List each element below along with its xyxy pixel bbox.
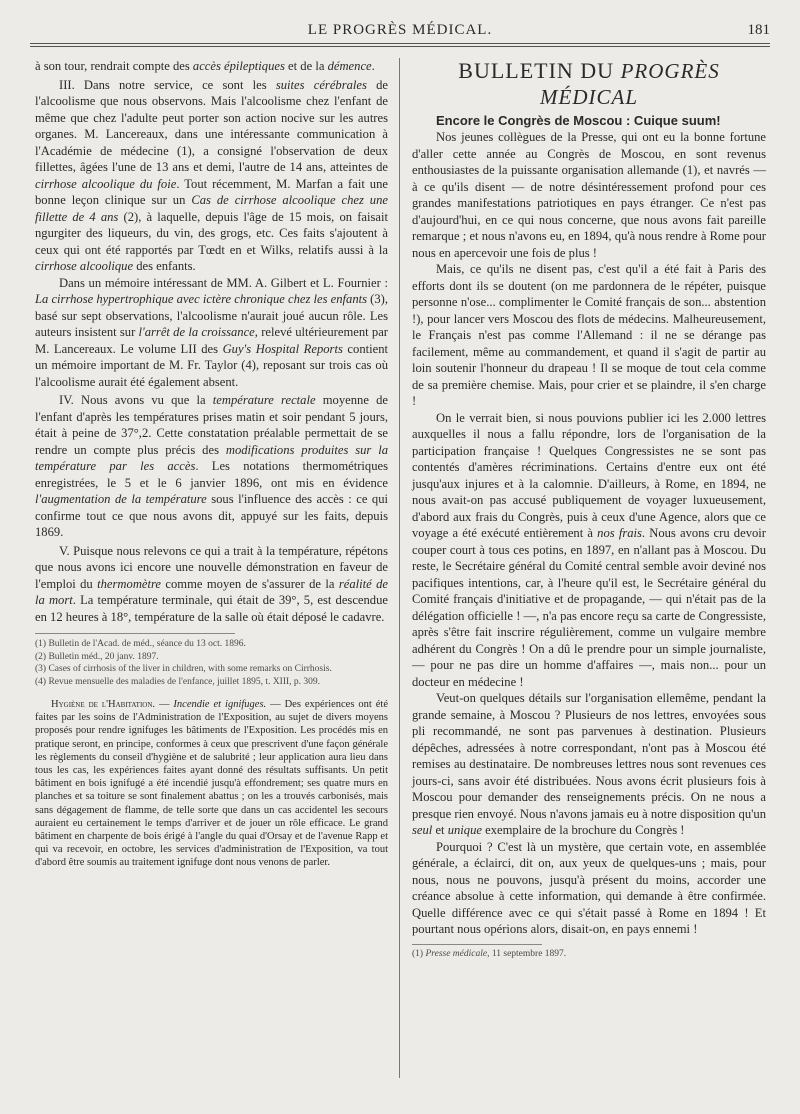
- header-rule: [30, 43, 770, 44]
- footnotes: [35, 638, 388, 688]
- hygiene-heading: Hygiène de l'Habitation.: [51, 699, 156, 710]
- paragraph-section-5: V. Puisque nous relevons ce qui a trait à la température, répétons que nous avons ici encore une nouvelle démonstration en faveur de l'emploi du thermomètre comme moyen de s'assurer de la réalité de la mort. La température terminale, qui était de 39°, 5, est descendue en 12 heures à 18°, température de la salle où était déposé le cadavre.: [35, 543, 388, 624]
- hygiene-article: [35, 698, 388, 870]
- paragraph-gilbert-fournier: Dans un mémoire intéressant de MM. A. Gilbert et L. Fournier : La cirrhose hypertrophique avec ictère chronique chez les enfants (3), basé sur sept observations, l'alcoolisme n'aurait joué aucun rôle. Les auteurs insistent sur l'arrêt de la croissance, relevé ultérieurement par M. Lancereaux. Le volume LII des Guy's Hospital Reports contient un mémoire important de M. Fr. Taylor (4), reposant sur trois cas où l'alcoolisme aurait été également absent.: [35, 275, 389, 389]
- hygiene-subject: Incendie et ignifuges.: [173, 699, 267, 710]
- journal-title: LE PROGRÈS MÉDICAL.: [307, 22, 493, 38]
- bulletin-paragraph: Mais, ce qu'ils ne disent pas, c'est qu'il a été fait à Paris des efforts dont ils se doutent (on me pardonnera de le répéter, puisque personne n'ose... complimenter le Comité français de son... abstention !), pour lancer vers Moscou des flots de médecins. Malheureusement, le Français n'est pas comme l'Allemand : il ne se dérange pas facilement, même au commandement, et quand il s'agit de partir au loin soutenir l'honneur du drapeau ! Il se moque de tout cela comme de sa première chemise. Mais, pour crier et se plaindre, il s'en charge !: [412, 262, 766, 408]
- footnote-item: (2) Bulletin méd., 20 janv. 1897.: [35, 651, 159, 662]
- paragraph-section-4: IV. Nous avons vu que la température rectale moyenne de l'enfant d'après les températures prises matin et soir pendant 5 jours, était à peine de 37°,2. Cette constatation préalable permettait de se rendre un compte plus précis des modifications produites sur la température par les accès. Les notations thermométriques enregistrées, le 5 et le 6 janvier 1896, ont mis en évidence l'augmentation de la température sous l'influence des accès : ce qui confirme tout ce que nous avons dit, appuyé sur les faits, depuis 1869.: [35, 393, 388, 539]
- footnote-item: (1) Bulletin de l'Acad. de méd., séance du 13 oct. 1896.: [35, 639, 246, 649]
- page-number: 181: [747, 22, 770, 38]
- right-column: [412, 58, 766, 960]
- bulletin-heading: BULLETIN DU PROGRÈS MÉDICAL: [458, 58, 720, 109]
- bulletin-paragraph: Nos jeunes collègues de la Presse, qui ont eu la bonne fortune d'aller cette année au Congrès de Moscou, en sont revenus enthousiastes de la puissante organisation allemande (1), et navrés — à ce qu'ils disent — de notre désintéressement profond pour ces grandes manifestations patriotiques en pays étranger. Ce n'est pas d'aujourd'hui, en ce qui nous concerne, que nous avons fait pareille remarque ; et nous n'avons eu, en 1894, qu'à nous rendre à Rome pour nous en apercevoir une fois de plus !: [412, 130, 766, 260]
- page-header: [30, 22, 770, 42]
- hygiene-paragraph: Hygiène de l'Habitation. — Incendie et ignifuges. — Des expériences ont été faites par les soins de l'Administration de l'Exposition, au sujet de divers moyens proposés pour rendre ignifuges les bâtiments de l'Exposition. Les procédés mis en pratique seront, en principe, conformes à ceux que prescrivent d'une façon générale les règlements du conseil d'hygiène et de salubrité ; leur application aura lieu dans tous les cas, les expériences faites ayant donné des résultats suffisants. Un petit bâtiment en bois ignifugé a été incendié jusqu'à effondrement; ses quatre murs en planches et sa toiture se sont finalement abattus ; on les a trouvés carbonisés, mais sans dégagement de flamme, de telle sorte que dans un cas accidentel les secours auraient eu certainement le temps d'arriver et de jouer un rôle efficace. Le grand bâtiment en charpente de bois érigé à l'angle du quai d'Orsay et de l'avenue Rapp et qui va recevoir, en octobre, les services d'administration de l'Exposition, va tout d'abord être soumis au traitement ignifuge dont nous venons de parler.: [35, 699, 388, 869]
- bulletin-footnote: (1) Presse médicale, 11 septembre 1897.: [412, 948, 567, 959]
- bulletin-paragraph: Pourquoi ? C'est là un mystère, que certain vote, en assemblée générale, a éclairci, dit on, aux yeux de quelques-uns ; mais, pour nous, nous ne pouvons, jusqu'à présent du moins, accorder une créance absolue à cette information, qui demande à être confirmée. Quelle différence avec ce qui s'était passé à Rome en 1894 ! Et pourtant nous opérions alors, disait-on, en pays ennemi !: [412, 839, 766, 936]
- bulletin-paragraph: Veut-on quelques détails sur l'organisation ellemême, pendant la grande semaine, à Moscou ? Plusieurs de nos lettres, envoyées sous pli recommandé, ne sont pas parvenues à destination. Plusieurs dépêches, adressées à notre correspondant, n'ont pas à Moscou été remises au destinataire. De nombreuses lettres nous sont revenues ces jours-ci, sans avoir été distribuées. Nous avons écrit plusieurs fois à Moscou pour demander des renseignements précis. On ne nous a presque rien envoyé. Nous n'avons jamais eu à notre disposition qu'un seul et unique exemplaire de la brochure du Congrès !: [412, 691, 766, 837]
- bulletin-paragraph: On le verrait bien, si nous pouvions publier ici les 2.000 lettres auxquelles il nous a fallu répondre, lors de l'organisation de la participation française ! Quelques Congressistes ne se sont pas contentés d'amères récriminations. Certains d'entre eux ont été jusqu'aux injures et à la calomnie. D'ailleurs, à Rome, en 1894, ne nous avait-on pas accusé publiquement de voyager luxueusement, d'abord aux frais du Congrès, puis à ceux d'une Agence, alors que ce voyage a été exécuté entièrement à nos frais. Nous avons cru devoir couper court à tous ces potins, en 1897, en n'allant pas à Moscou. Du reste, le Secrétaire général du Comité central semble avoir deviné nos pacifiques intentions, car, à l'heure qu'il est, le Secrétaire général du Comité français d'initiative et de propagande, — qui n'était pas de la délégation officielle ! —, n'a pas encore reçu sa carte de Congressiste, après s'être fait inscrire régulièrement, comme un vulgaire membre adhérent du Congrès ! On a dû le prendre pour un simple journaliste, — pour ne pas dire un homme d'affaires —, mais non... pour un docteur en médecine !: [412, 410, 766, 689]
- header-rule-double: [30, 46, 770, 47]
- paragraph-continuation: à son tour, rendrait compte des accès épileptiques et de la démence.: [35, 59, 375, 73]
- paragraph-section-3: III. Dans notre service, ce sont les suites cérébrales de l'alcoolisme que nous observons. Mais l'alcoolisme chez l'enfant de même que chez l'adulte peut porter son action nocive sur les autres organes. M. Lancereaux, dans une intéressante communication à l'Académie de médecine (1), a consigné l'observation de deux fillettes, âgées l'une de 13 ans et demi, l'autre de 14 ans, atteintes de cirrhose alcoolique du foie. Tout récemment, M. Marfan a fait une bonne leçon clinique sur un Cas de cirrhose alcoolique chez une fillette de 4 ans (2), à laquelle, depuis l'âge de 15 mois, on faisait ngurgiter des liqueurs, du vin, des grogs, etc. Ces faits s'ajoutent à ceux qui ont été rapportés par Tœdt en et Wilks, relatifs aussi à la cirrhose alcoolique des enfants.: [35, 77, 389, 273]
- left-column: [35, 58, 388, 870]
- footnote-item: (4) Revue mensuelle des maladies de l'enfance, juillet 1895, t. XIII, p. 309.: [35, 676, 321, 687]
- footnote-item: (3) Cases of cirrhosis of the liver in children, with some remarks on Cirrhosis.: [35, 664, 332, 674]
- footnote-rule: [412, 944, 542, 945]
- article-subheading: Encore le Congrès de Moscou : Cuique suum!: [436, 113, 721, 128]
- column-divider: [399, 58, 400, 1078]
